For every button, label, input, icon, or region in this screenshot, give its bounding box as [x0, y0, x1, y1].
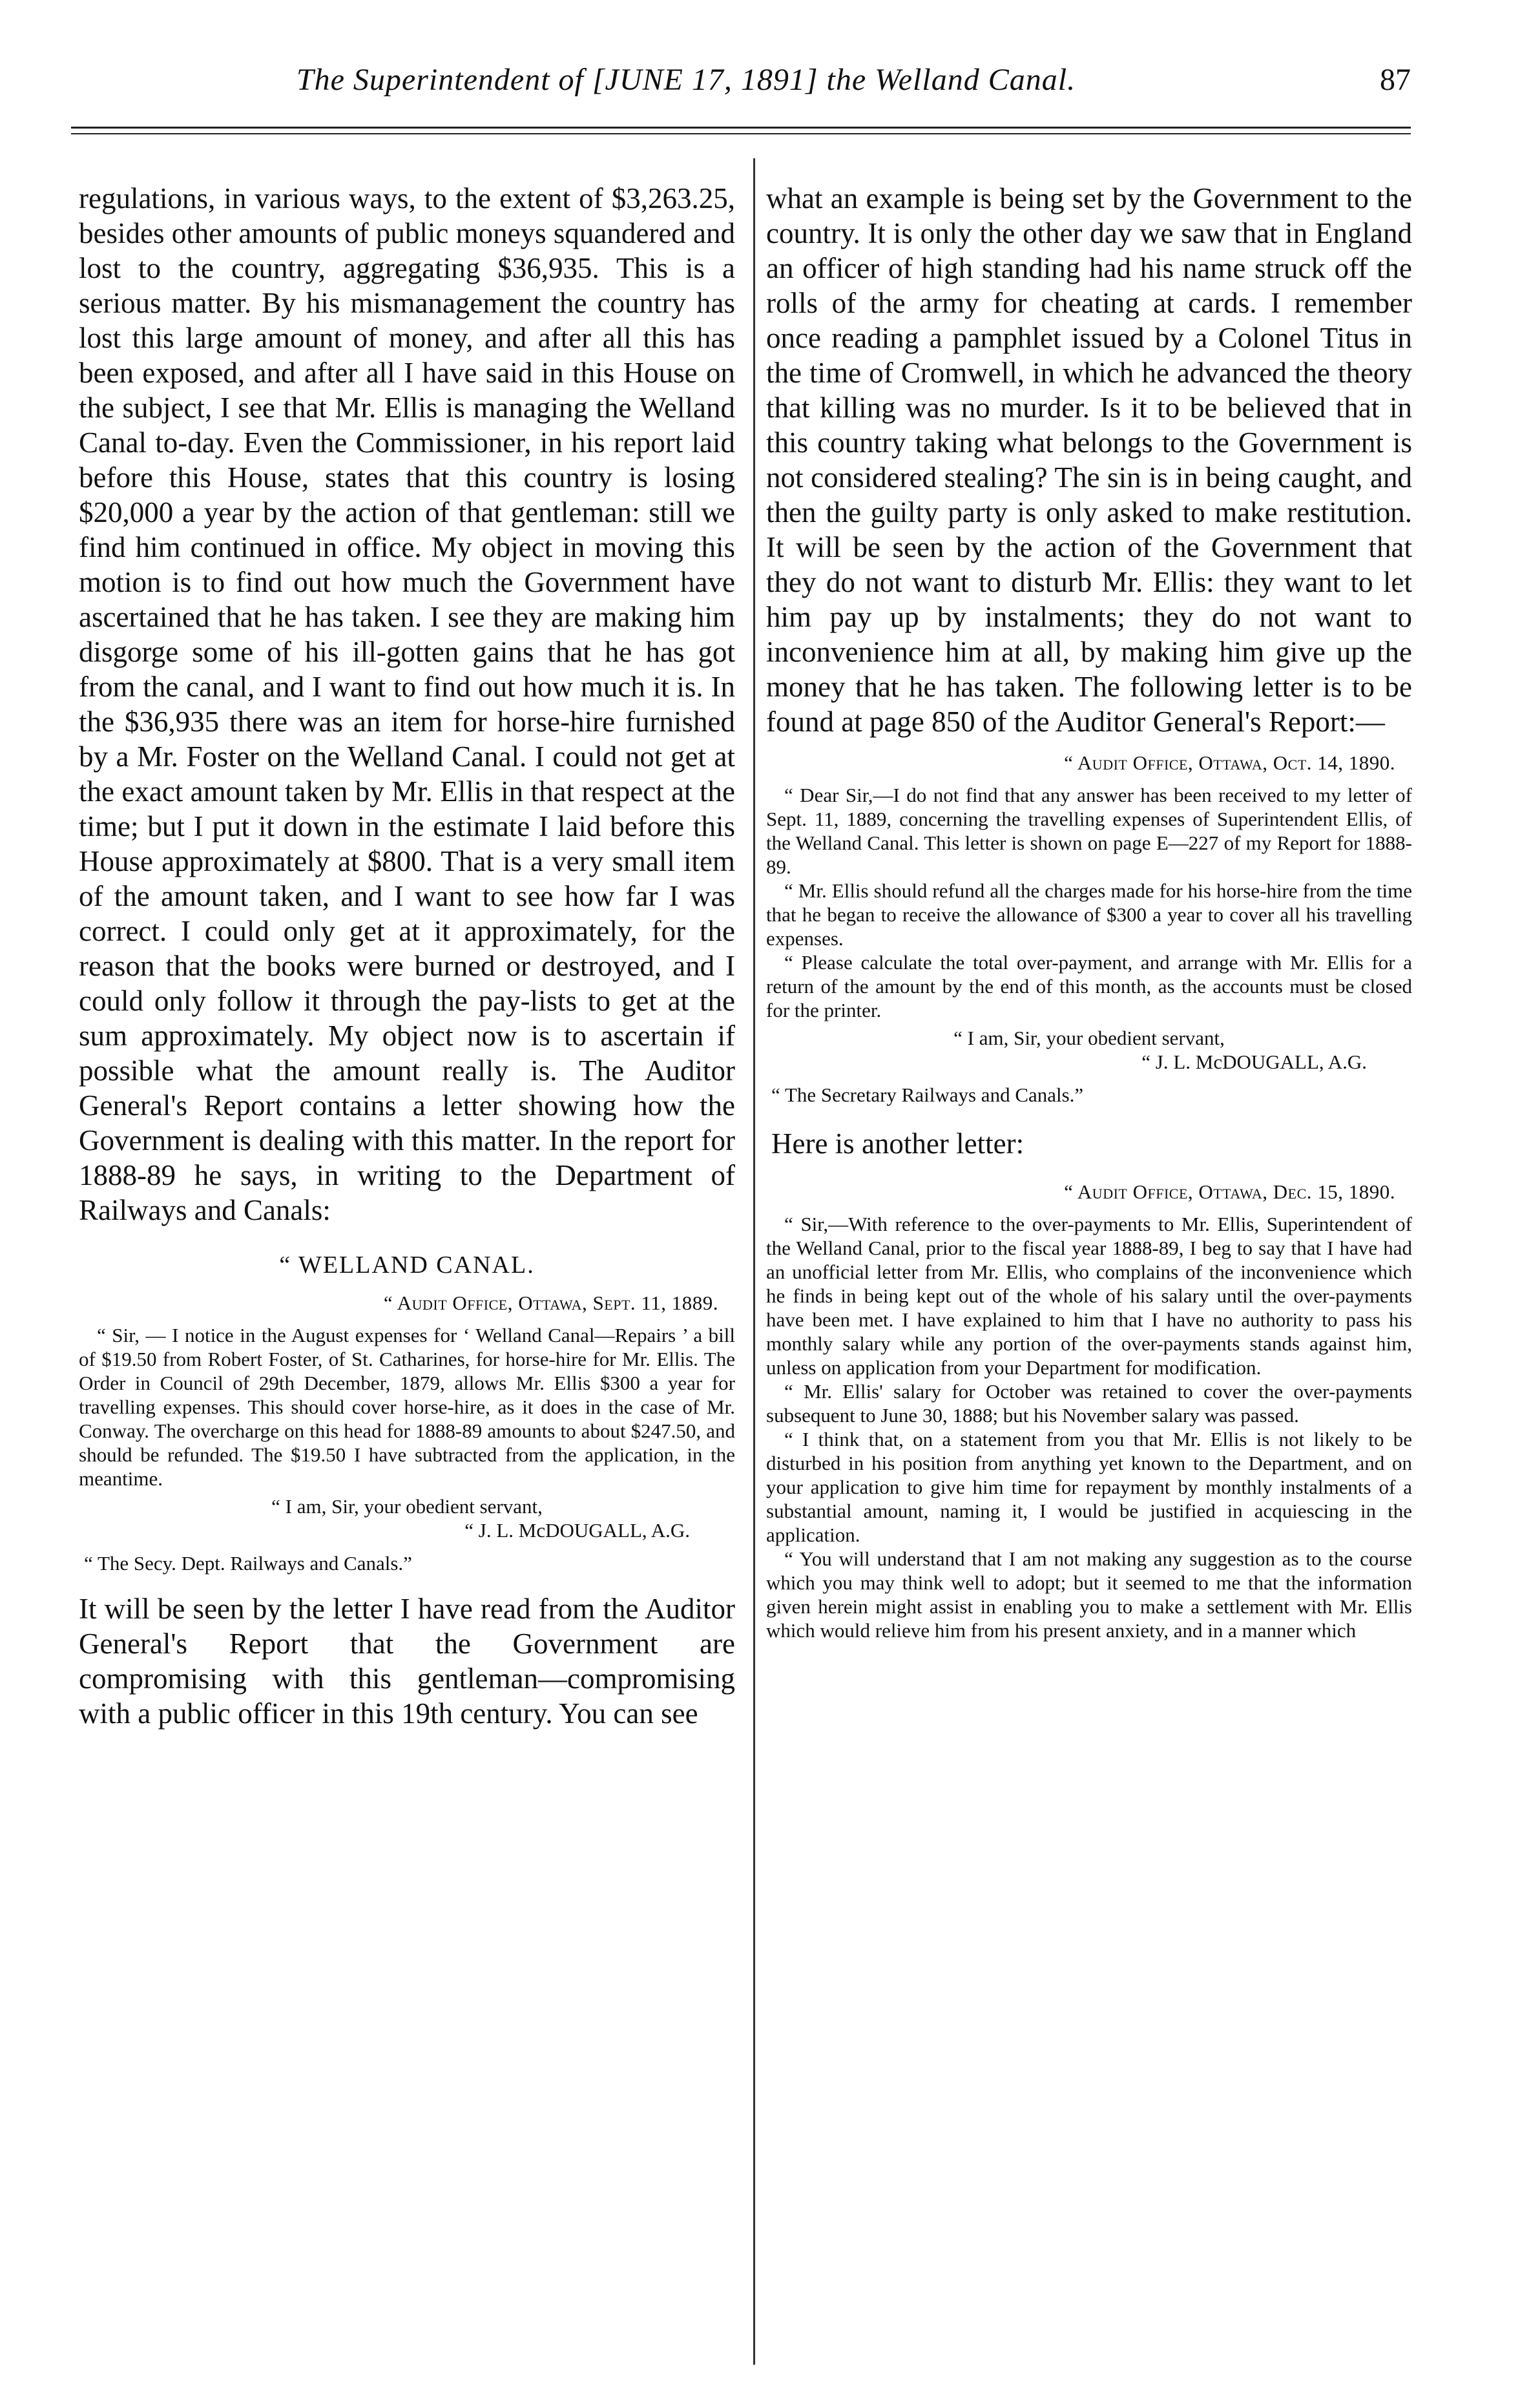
- left-paragraph-2: It will be seen by the letter I have read from the Auditor General's Report that the Government are compromising with this gentleman—compromising with a public officer in this 19th century. You can see: [79, 1593, 735, 1730]
- letter-dateline: “ Audit Office, Ottawa, Sept. 11, 1889.: [383, 1292, 718, 1314]
- header-rule-top: [71, 127, 1411, 129]
- right-column: [766, 181, 1412, 1642]
- letter2-paragraph: “ You will understand that I am not making any suggestion as to the course which you may think well to adopt; but it seemed to me that the information given herein might assist in enabling you to make a settlement with Mr. Ellis which would relieve him from his present anxiety, and in a manner which: [766, 1547, 1412, 1642]
- letter2-paragraph: “ Sir,—With reference to the over-payments to Mr. Ellis, Superintendent of the Welland Canal, prior to the fiscal year 1888-89, I beg to say that I have had an unofficial letter from Mr. Ellis, who complains of the inconvenience which he finds in being kept out of the whole of his salary until the over-payments have been met. I have explained to him that I have no authority to pass his monthly salary while any portion of the over-payments stands against him, unless on application from your Department for modification.: [766, 1213, 1412, 1379]
- letter-heading: “ WELLAND CANAL.: [279, 1251, 535, 1279]
- letter-addressee: “ The Secy. Dept. Railways and Canals.”: [84, 1552, 412, 1575]
- running-title: The Superintendent of [JUNE 17, 1891] the Welland Canal.: [296, 63, 1076, 97]
- letter2-body: [766, 1212, 1412, 1642]
- letter1-addressee: “ The Secretary Railways and Canals.”: [771, 1083, 1084, 1106]
- letter2-paragraph: “ I think that, on a statement from you that Mr. Ellis is not likely to be disturbed in his position from anything yet known to the Department, and on your application to give him time for repayment by monthly instalments of a substantial amount, naming it, I would be justified in acquiescing in the application.: [766, 1428, 1412, 1546]
- letter-signature: “ J. L. McDOUGALL, A.G.: [464, 1519, 690, 1542]
- left-paragraph-1: regulations, in various ways, to the extent of $3,263.25, besides other amounts of public moneys squandered and lost to the country, aggregating $36,935. This is a serious matter. By his mismanagement the country has lost this large amount of money, and after all this has been exposed, and after all I have said in this House on the subject, I see that Mr. Ellis is managing the Welland Canal to-day. Even the Commissioner, in his report laid before this House, states that this country is losing $20,000 a year by the action of that gentleman: still we find him continued in office. My object in moving this motion is to find out how much the Government have ascertained that he has taken. I see they are making him disgorge some of his ill-gotten gains that he has got from the canal, and I want to find out how much it is. In the $36,935 there was an item for horse-hire furnished by a Mr. Foster on the Welland Canal. I could not get at the exact amount taken by Mr. Ellis in that respect at the time; but I put it down in the estimate I laid before this House approximately at $800. That is a very small item of the amount taken, and I want to see how far I was correct. I could only get at it approximately, for the reason that the books were burned or destroyed, and I could only follow it through the pay-lists to get at the sum approximately. My object now is to ascertain if possible what the amount really is. The Auditor General's Report contains a letter showing how the Government is dealing with this matter. In the report for 1888-89 he says, in writing to the Department of Railways and Canals:: [79, 182, 736, 1226]
- letter-closing: “ I am, Sir, your obedient servant,: [271, 1495, 543, 1518]
- letter1-closing: “ I am, Sir, your obedient servant,: [953, 1027, 1225, 1049]
- letter2-paragraph: “ Mr. Ellis' salary for October was retained to cover the over-payments subsequent to June 30, 1888; but his November salary was passed.: [766, 1380, 1412, 1427]
- letter1-paragraph: “ Please calculate the total over-payment, and arrange with Mr. Ellis for a return of the amount by the end of this month, as the accounts must be closed for the printer.: [766, 951, 1412, 1021]
- letter-paragraph: “ Sir, — I notice in the August expenses for ‘ Welland Canal—Repairs ’ a bill of $19.50 from Robert Foster, of St. Catharines, for horse-hire for Mr. Ellis. The Order in Council of 29th December, 1879, allows Mr. Ellis $300 a year for travelling expenses. This should cover horse-hire, as it does in the case of Mr. Conway. The overcharge on this head for 1888-89 amounts to about $247.50, and should be refunded. The $19.50 I have subtracted from the application, in the meantime.: [79, 1324, 735, 1490]
- column-divider: [753, 158, 755, 2365]
- letter1-paragraph: “ Mr. Ellis should refund all the charges made for his horse-hire from the time that he began to receive the allowance of $300 a year to cover all his travelling expenses.: [766, 879, 1412, 950]
- page-number: 87: [1380, 63, 1411, 97]
- header-rule-bottom: [71, 133, 1411, 134]
- right-paragraph-1: what an example is being set by the Government to the country. It is only the other day we saw that in England an officer of high standing had his name struck off the rolls of the army for cheating at cards. I remember once reading a pamphlet issued by a Colonel Titus in the time of Cromwell, in which he advanced the theory that killing was no murder. Is it to be believed that in this country taking what belongs to the Government is not considered stealing? The sin is in being caught, and then the guilty party is only asked to make restitution. It will be seen by the action of the Government that they do not want to disturb Mr. Ellis: they want to let him pay up by instalments; they do not want to inconvenience him at all, by making him give up the money that he has taken. The following letter is to be found at page 850 of the Auditor General's Report:—: [766, 182, 1412, 738]
- letter1-signature: “ J. L. McDOUGALL, A.G.: [1141, 1051, 1367, 1073]
- letter1-body: [766, 783, 1412, 1022]
- letter2-dateline: “ Audit Office, Ottawa, Dec. 15, 1890.: [1064, 1180, 1395, 1203]
- letter-body: [79, 1323, 735, 1491]
- page-header: [71, 62, 1411, 114]
- left-column: [79, 181, 735, 1731]
- letter1-paragraph: “ Dear Sir,—I do not find that any answer has been received to my letter of Sept. 11, 1889, concerning the travelling expenses of Superintendent Ellis, of the Welland Canal. This letter is shown on page E—227 of my Report for 1888-89.: [766, 784, 1412, 878]
- letter1-dateline: “ Audit Office, Ottawa, Oct. 14, 1890.: [1064, 751, 1395, 774]
- subheading: Here is another letter:: [771, 1127, 1025, 1160]
